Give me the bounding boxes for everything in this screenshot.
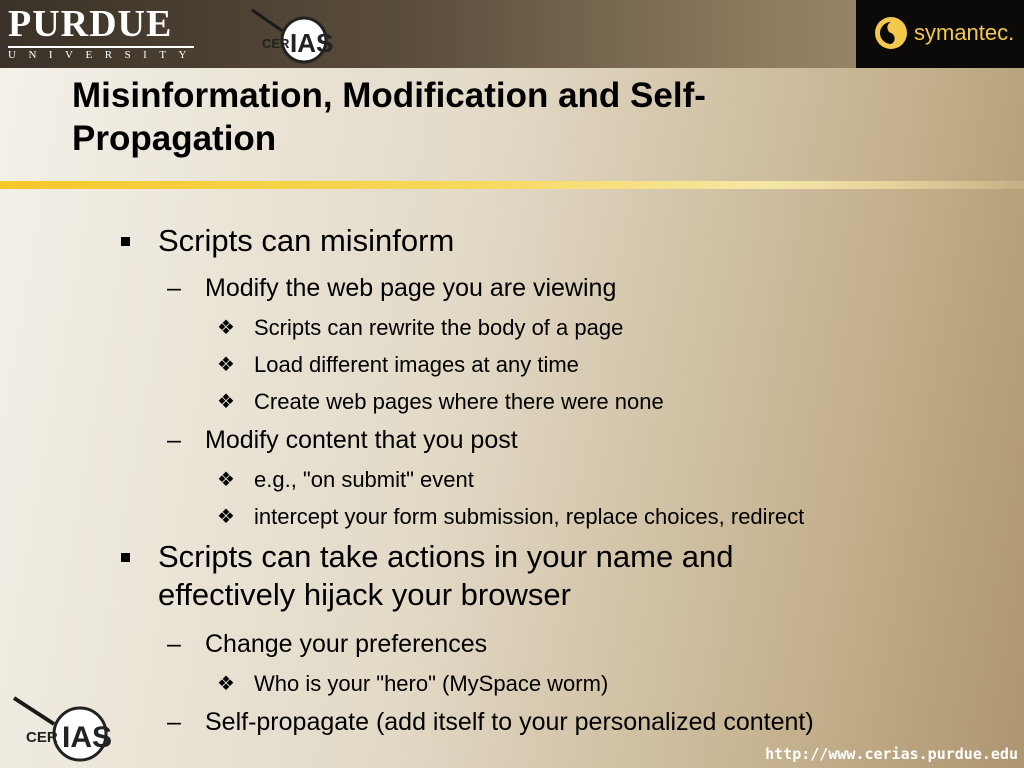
svg-text:IAS: IAS [62,721,113,754]
header-bar [0,0,1024,68]
purdue-divider [8,46,194,48]
bullet-text: Scripts can misinform [158,223,455,258]
dash-bullet-icon: – [167,426,181,454]
bullet-text: Who is your "hero" (MySpace worm) [254,671,609,696]
slide-title-line2: Propagation [72,119,277,158]
diamond-bullet-icon: ❖ [217,391,235,413]
bullet-item [167,629,488,659]
bullet-text: Scripts can rewrite the body of a page [254,315,624,340]
svg-text:CER: CER [26,729,58,746]
bullet-item [167,425,518,455]
purdue-name: PURDUE [8,3,173,45]
dash-bullet-icon: – [167,630,181,658]
bullet-text-continued: effectively hijack your browser [158,577,571,612]
symantec-logo [856,0,1024,68]
purdue-logo [8,4,199,62]
bullet-text: Scripts can take actions in your name and [158,539,734,574]
bullet-item [217,467,474,493]
footer-url[interactable]: http://www.cerias.purdue.edu [765,745,1018,763]
bullet-item [217,315,624,341]
bullet-item [158,538,734,614]
svg-text:CER: CER [262,36,290,51]
bullet-item [217,352,579,378]
diamond-bullet-icon: ❖ [217,317,235,339]
diamond-bullet-icon: ❖ [217,354,235,376]
bullet-item [158,222,454,260]
bullet-text: Change your preferences [205,630,488,658]
bullet-item [167,273,617,303]
bullet-text: Load different images at any time [254,352,579,377]
bullet-text: intercept your form submission, replace choices, redirect [254,504,805,529]
diamond-bullet-icon: ❖ [217,506,235,528]
slide-title-line1: Misinformation, Modification and Self- [72,76,706,115]
diamond-bullet-icon: ❖ [217,469,235,491]
bullet-item [167,707,814,737]
bullet-text: e.g., "on submit" event [254,467,474,492]
bullet-item [217,671,609,697]
bullet-text: Modify the web page you are viewing [205,274,617,302]
cerias-footer-logo-icon [8,692,118,764]
square-bullet-icon [121,553,130,562]
bullet-text: Modify content that you post [205,426,518,454]
bullet-item [217,504,805,530]
slide-title [72,74,832,160]
bullet-item [217,389,664,415]
dash-bullet-icon: – [167,274,181,302]
bullet-text: Create web pages where there were none [254,389,664,414]
dash-bullet-icon: – [167,708,181,736]
square-bullet-icon [121,237,130,246]
title-divider [0,181,1024,189]
purdue-subtitle: UNIVERSITY [8,49,199,61]
bullet-text: Self-propagate (add itself to your personalized content) [205,708,814,736]
symantec-mark-icon [874,16,908,50]
cerias-logo-icon [248,6,338,66]
symantec-wordmark: symantec. [914,20,1015,45]
svg-text:IAS: IAS [290,28,334,58]
diamond-bullet-icon: ❖ [217,673,235,695]
